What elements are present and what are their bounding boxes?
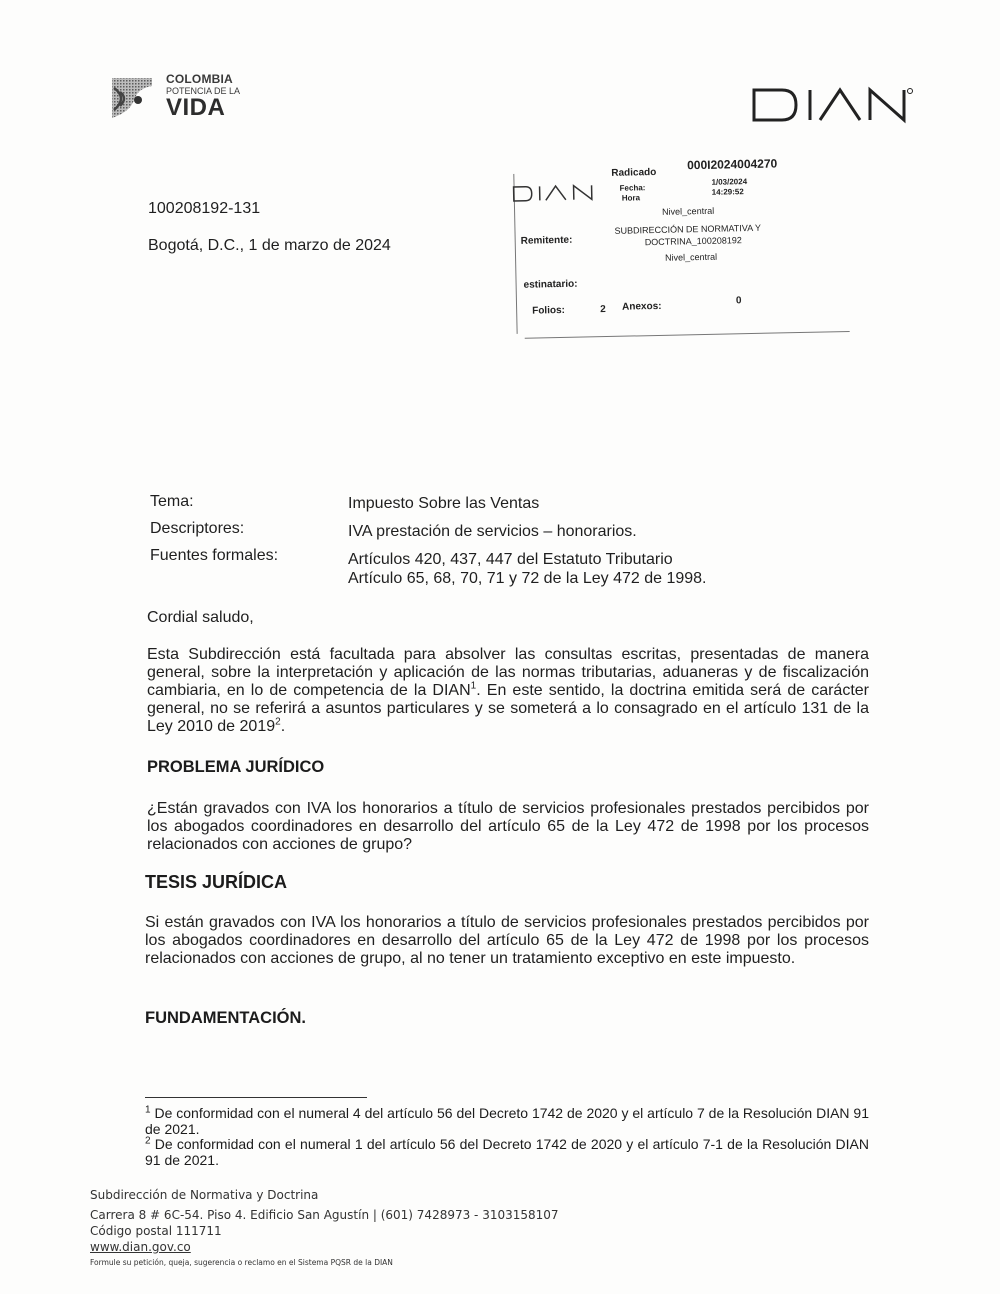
footnote-2: $^2$ De conformidad con el numeral 1 del artículo 56 del Decreto 1742 de 2020 y el artículo 7-1 de la Resolución DIAN 91 de 2021. <box>145 1135 869 1168</box>
colombia-potencia-vida-logo <box>108 72 248 128</box>
folios-label: Folios: <box>532 304 566 317</box>
footer-office: Subdirección de Normativa y Doctrina <box>90 1188 319 1202</box>
footnote-ref-1[interactable]: 1 <box>470 680 477 692</box>
logo-line-potencia: POTENCIA DE LA <box>166 86 241 96</box>
radicado-stamp <box>511 153 850 338</box>
anexos-label: Anexos: <box>621 300 662 313</box>
colombia-emblem-icon <box>108 74 158 122</box>
problema-juridico-text: ¿Están gravados con IVA los honorarios a título de servicios profesionales prestados percibidos por los abogados coordinadores en desarrollo del artículo 65 de la Ley 472 de 1998 por los procesos relacionados con acciones de grupo? <box>147 800 869 853</box>
tesis-juridica-text: Si están gravados con IVA los honorarios a título de servicios profesionales prestados percibidos por los abogados coordinadores en desarrollo del artículo 65 de la Ley 472 de 1998 por los procesos relacionados con acciones de grupo, al no tener un tratamiento exceptivo en este impuesto. <box>145 914 869 967</box>
fuentes-value-1: Artículos 420, 437, 447 del Estatuto Tributario <box>348 551 673 568</box>
nivel-central-2: Nivel_central <box>664 251 718 263</box>
footnote-1: $^1$ De conformidad con el numeral 4 del artículo 56 del Decreto 1742 de 2020 y el artículo 7 de la Resolución DIAN 91 de 2021. <box>145 1104 869 1137</box>
radicado-number: 000I2024004270 <box>687 156 778 173</box>
logo-line-colombia: COLOMBIA <box>166 72 233 86</box>
descriptores-label: Descriptores: <box>150 520 245 537</box>
fecha-label: Fecha: <box>619 183 646 193</box>
destinatario-label: estinatario: <box>523 278 578 291</box>
tema-value: Impuesto Sobre las Ventas <box>348 495 540 512</box>
dian-logo <box>752 86 914 124</box>
nivel-central-1: Nivel_central <box>662 205 715 217</box>
greeting: Cordial saludo, <box>147 609 254 626</box>
document-reference: 100208192-131 <box>148 200 261 217</box>
fuentes-label: Fuentes formales: <box>150 547 279 564</box>
fundamentacion-heading: FUNDAMENTACIÓN. <box>145 1009 307 1027</box>
problema-juridico-heading: PROBLEMA JURÍDICO <box>147 758 325 776</box>
footnote-separator <box>145 1097 367 1098</box>
descriptores-value: IVA prestación de servicios – honorarios. <box>348 523 637 540</box>
remitente-line-2: DOCTRINA_100208192 <box>644 235 742 248</box>
fuentes-value-2: Artículo 65, 68, 70, 71 y 72 de la Ley 472 de 1998. <box>348 570 707 587</box>
anexos-value: 0 <box>735 295 742 307</box>
logo-line-vida: VIDA <box>166 94 226 121</box>
footer-address: Carrera 8 # 6C-54. Piso 4. Edificio San Agustín | (601) 7428973 - 3103158107 <box>90 1208 559 1222</box>
footnote-ref-2[interactable]: 2 <box>275 716 281 728</box>
tema-label: Tema: <box>150 493 194 510</box>
tesis-juridica-heading: TESIS JURÍDICA <box>145 872 288 892</box>
place-date: Bogotá, D.C., 1 de marzo de 2024 <box>148 237 391 254</box>
footer-website-link[interactable]: www.dian.gov.co <box>90 1240 191 1254</box>
hora-label: Hora <box>621 193 641 203</box>
stamp-dian-mark-icon <box>512 182 596 204</box>
footer-pqsr-note: Formule su petición, queja, sugerencia o reclamo en el Sistema PQSR de la DIAN <box>90 1258 393 1267</box>
radicado-label: Radicado <box>611 166 657 179</box>
folios-value: 2 <box>600 304 606 316</box>
remitente-line-1: SUBDIRECCIÓN DE NORMATIVA Y <box>614 222 762 236</box>
intro-paragraph: Esta Subdirección está facultada para absolver las consultas escritas, presentadas de manera general, sobre la interpretación y aplicación de las normas tributarias, aduaneras y de fiscalización cambiaria, en lo de competencia de la DIAN$^1$. En este sentido, la doctrina emitida será de carácter general, no se referirá a asuntos particulares y se someterá a lo consagrado en el artículo 131 de la Ley 2010 de 2019$^2$. <box>147 646 869 735</box>
footer-postal: Código postal 111711 <box>90 1224 222 1238</box>
remitente-label: Remitente: <box>520 234 573 247</box>
fecha-value: 1/03/2024 <box>711 177 748 187</box>
hora-value: 14:29:52 <box>711 187 744 197</box>
